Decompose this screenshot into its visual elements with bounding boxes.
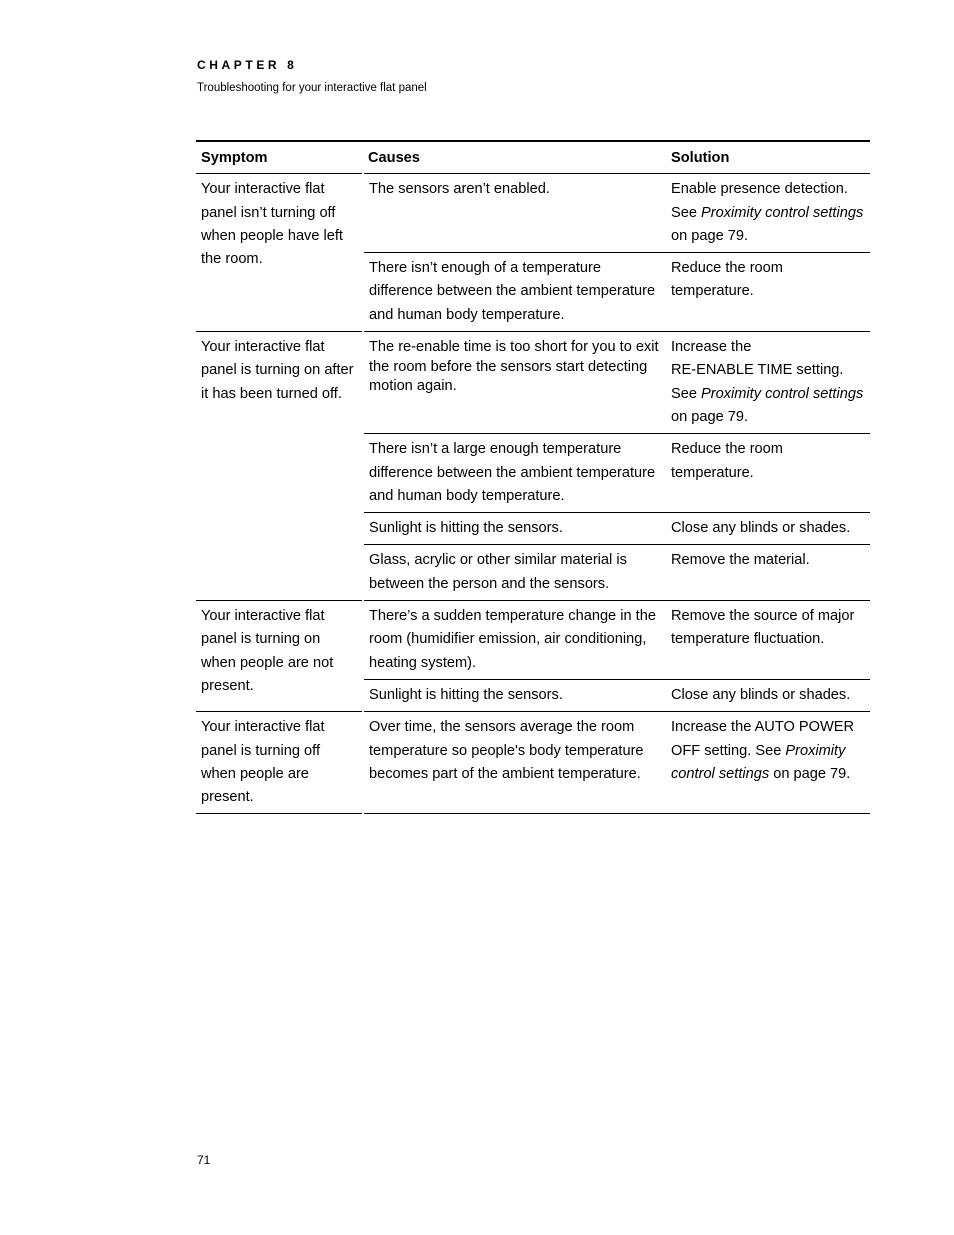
cross-reference-link[interactable]: Proximity control settings <box>701 204 864 221</box>
solution-cell <box>666 712 870 814</box>
solution-text: See <box>671 385 702 402</box>
cause-cell <box>363 332 666 434</box>
cause-cell: Glass, acrylic or other similar material is between the person and the sensors. <box>363 545 666 601</box>
column-header-solution: Solution <box>666 141 870 174</box>
table-row <box>196 712 870 814</box>
symptom-cell: Your interactive flat panel is turning on after it has been turned off. <box>196 332 363 601</box>
symptom-cell: Your interactive flat panel is turning on when people are not present. <box>196 601 363 712</box>
solution-cell <box>666 174 870 253</box>
table-row <box>196 332 870 434</box>
cross-reference-link[interactable]: Proximity control settings <box>701 385 864 402</box>
solution-text: on page 79. <box>769 765 851 782</box>
solution-text: on page 79. <box>671 227 749 244</box>
solution-cell: Close any blinds or shades. <box>666 513 870 545</box>
symptom-cell: Your interactive flat panel isn’t turning off when people have left the room. <box>196 174 363 332</box>
solution-cell: Reduce the room temperature. <box>666 253 870 332</box>
cause-cell: There isn’t a large enough temperature difference between the ambient temperature and human body temperature. <box>363 434 666 513</box>
cause-cell: There’s a sudden temperature change in the room (humidifier emission, air conditioning, heating system). <box>363 601 666 680</box>
chapter-label: CHAPTER 8 <box>197 58 298 72</box>
solution-cell: Remove the source of major temperature fluctuation. <box>666 601 870 680</box>
solution-cell: Reduce the room temperature. <box>666 434 870 513</box>
cause-cell: Sunlight is hitting the sensors. <box>363 679 666 711</box>
cause-cell: Sunlight is hitting the sensors. <box>363 513 666 545</box>
solution-cell <box>666 332 870 434</box>
solution-text: Increase the AUTO POWER OFF setting. See <box>671 719 855 759</box>
cause-cell: There isn’t enough of a temperature difference between the ambient temperature and human body temperature. <box>363 253 666 332</box>
chapter-subtitle: Troubleshooting for your interactive flat panel <box>197 82 427 94</box>
solution-cell: Close any blinds or shades. <box>666 679 870 711</box>
cause-text: The re-enable time is too short for you to exit the room before the sensors start detecting motion again. <box>369 339 659 395</box>
troubleshooting-table <box>196 140 870 814</box>
solution-cell: Remove the material. <box>666 545 870 601</box>
table-row <box>196 174 870 253</box>
column-header-causes: Causes <box>363 141 666 174</box>
solution-text: See <box>671 204 702 221</box>
cross-reference-link[interactable]: Proximity control settings <box>671 742 846 782</box>
symptom-cell: Your interactive flat panel is turning off when people are present. <box>196 712 363 814</box>
solution-text: Increase the <box>671 339 752 356</box>
solution-text: Enable presence detection. <box>671 181 848 198</box>
cause-cell: Over time, the sensors average the room temperature so people's body temperature becomes part of the ambient temperature. <box>363 712 666 814</box>
table-header-row <box>196 141 870 174</box>
cause-cell: The sensors aren’t enabled. <box>363 174 666 253</box>
table-row <box>196 601 870 680</box>
page-number: 71 <box>197 1153 211 1167</box>
solution-text: on page 79. <box>671 408 749 425</box>
column-header-symptom: Symptom <box>196 141 363 174</box>
solution-text: RE-ENABLE TIME setting. <box>671 362 844 379</box>
